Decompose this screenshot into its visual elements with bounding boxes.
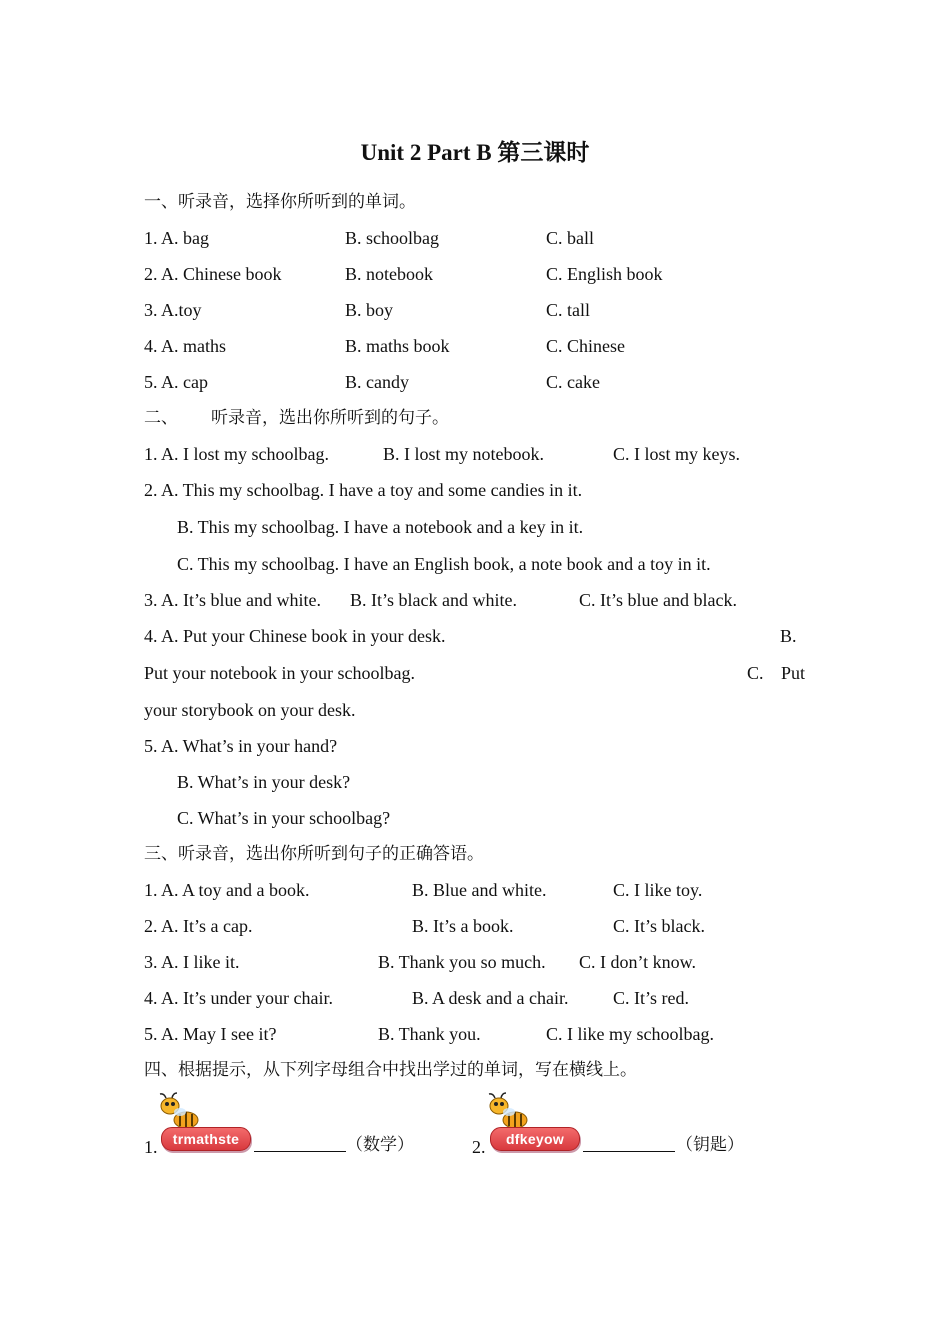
s3-q5-option-b: B. Thank you. (378, 1024, 481, 1044)
s2-q1-option-a: 1. A. I lost my schoolbag. (144, 444, 329, 464)
s4-item-2-hint: （钥匙） (676, 1135, 744, 1155)
s1-q5-option-b: B. candy (345, 372, 409, 392)
s4-item-1-hint: （数学） (346, 1135, 414, 1155)
s3-q3-option-a: 3. A. I like it. (144, 952, 240, 972)
s2-q3-option-a: 3. A. It’s blue and white. (144, 590, 321, 610)
s4-item-2-answer[interactable] (579, 1133, 679, 1158)
s4-item-1-letters: trmathste (161, 1127, 251, 1151)
s3-q2-option-c: C. It’s black. (613, 916, 705, 936)
s3-q3-option-b: B. Thank you so much. (378, 952, 546, 972)
bee-icon (156, 1092, 200, 1132)
s2-q4-option-c-label: C. (747, 663, 764, 683)
s3-q5-option-a: 5. A. May I see it? (144, 1024, 277, 1044)
s2-q4-option-c-text: your storybook on your desk. (144, 700, 356, 720)
s2-q5-option-a: 5. A. What’s in your hand? (144, 736, 338, 756)
section-1-heading: 一、听录音，选择你所听到的单词。 (144, 192, 416, 212)
section-3-heading: 三、听录音，选出你所听到句子的正确答语。 (144, 844, 484, 864)
s4-item-2-letters: dfkeyow (490, 1127, 580, 1151)
s4-item-1-number: 1. (144, 1137, 158, 1157)
s2-q1-option-c: C. I lost my keys. (613, 444, 741, 464)
s3-q4-option-b: B. A desk and a chair. (412, 988, 569, 1008)
s4-item-2-number: 2. (472, 1137, 486, 1157)
s2-q4-option-b-label: B. (780, 626, 797, 646)
s2-q1-option-b: B. I lost my notebook. (383, 444, 544, 464)
s3-q4-option-c: C. It’s red. (613, 988, 689, 1008)
s1-q1-option-b: B. schoolbag (345, 228, 439, 248)
s1-q5-option-c: C. cake (546, 372, 600, 392)
s1-q3-option-a: 3. A.toy (144, 300, 202, 320)
s2-q4-option-b-text: Put your notebook in your schoolbag. (144, 663, 415, 683)
s1-q3-option-b: B. boy (345, 300, 394, 320)
s3-q1-option-b: B. Blue and white. (412, 880, 547, 900)
s2-q4-option-c-put: Put (781, 663, 806, 683)
s2-q2-option-b: B. This my schoolbag. I have a notebook and a key in it. (177, 517, 584, 537)
s2-q4-option-a: 4. A. Put your Chinese book in your desk. (144, 626, 446, 646)
s1-q2-option-c: C. English book (546, 264, 663, 284)
s1-q2-option-b: B. notebook (345, 264, 433, 284)
s1-q5-option-a: 5. A. cap (144, 372, 208, 392)
bee-icon (485, 1092, 529, 1132)
s2-q3-option-b: B. It’s black and white. (350, 590, 517, 610)
s2-q5-option-c: C. What’s in your schoolbag? (177, 808, 391, 828)
worksheet-title: Unit 2 Part B 第三课时 (360, 140, 590, 165)
s3-q4-option-a: 4. A. It’s under your chair. (144, 988, 333, 1008)
s2-q2-option-a: 2. A. This my schoolbag. I have a toy and some candies in it. (144, 480, 583, 500)
section-2-heading: 听录音，选出你所听到的句子。 (211, 408, 449, 428)
s4-item-1-answer[interactable] (250, 1133, 350, 1158)
s1-q4-option-b: B. maths book (345, 336, 450, 356)
s1-q4-option-c: C. Chinese (546, 336, 625, 356)
section-4-heading: 四、根据提示，从下列字母组合中找出学过的单词，写在横线上。 (144, 1060, 637, 1080)
s3-q5-option-c: C. I like my schoolbag. (546, 1024, 714, 1044)
s2-q3-option-c: C. It’s blue and black. (579, 590, 737, 610)
s3-q1-option-c: C. I like toy. (613, 880, 703, 900)
s1-q1-option-a: 1. A. bag (144, 228, 209, 248)
s3-q1-option-a: 1. A. A toy and a book. (144, 880, 310, 900)
s1-q4-option-a: 4. A. maths (144, 336, 227, 356)
section-2-number: 二、 (144, 408, 178, 428)
s3-q2-option-a: 2. A. It’s a cap. (144, 916, 253, 936)
s3-q3-option-c: C. I don’t know. (579, 952, 696, 972)
s2-q5-option-b: B. What’s in your desk? (177, 772, 351, 792)
s3-q2-option-b: B. It’s a book. (412, 916, 514, 936)
answer-blank[interactable] (583, 1133, 675, 1152)
s1-q1-option-c: C. ball (546, 228, 594, 248)
answer-blank[interactable] (254, 1133, 346, 1152)
s1-q3-option-c: C. tall (546, 300, 590, 320)
s2-q2-option-c: C. This my schoolbag. I have an English book, a note book and a toy in it. (177, 554, 711, 574)
s1-q2-option-a: 2. A. Chinese book (144, 264, 282, 284)
